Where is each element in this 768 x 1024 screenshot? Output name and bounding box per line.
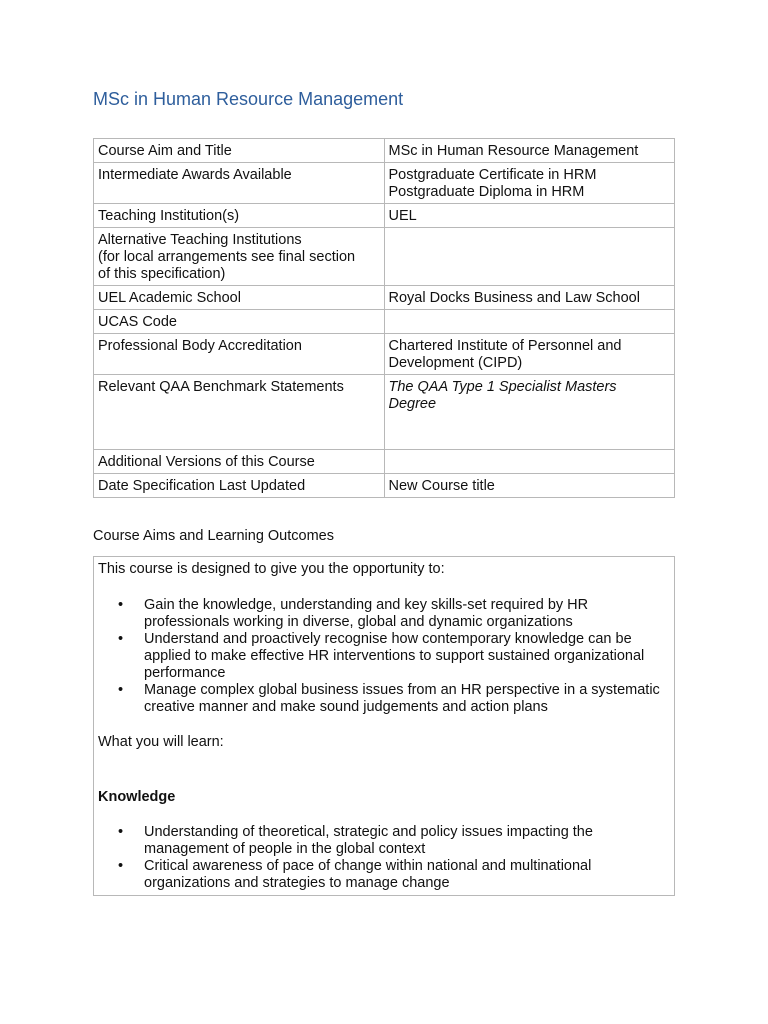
aim-text: Understand and proactively recognise how contemporary knowledge can be applied to make effective HR interventions to support sustained organizational performance [144,631,645,681]
row-value [384,310,675,334]
table-row [94,334,675,375]
list-item [98,597,670,631]
outcomes-intro: This course is designed to give you the opportunity to: [98,561,445,577]
bullet-icon: • [118,631,124,647]
table-row [94,375,675,450]
aim-text: Gain the knowledge, understanding and key skills-set required by HR professionals working in diverse, global and dynamic organizations [144,597,589,630]
bullet-icon: • [118,597,124,613]
row-value: Chartered Institute of Personnel and Development (CIPD) [384,334,675,375]
table-row [94,450,675,474]
aims-list [98,597,670,716]
row-label: Professional Body Accreditation [94,334,385,375]
row-label: Additional Versions of this Course [94,450,385,474]
list-item [98,824,670,858]
table-row [94,310,675,334]
row-value: Royal Docks Business and Law School [384,286,675,310]
row-label: Course Aim and Title [94,139,385,163]
aim-text: Manage complex global business issues from an HR perspective in a systematic creative manner and make sound judgements and action plans [144,682,660,715]
document-title: MSc in Human Resource Management [93,89,404,109]
row-label: UCAS Code [94,310,385,334]
row-label: UEL Academic School [94,286,385,310]
knowledge-list [98,824,670,892]
bullet-icon: • [118,824,124,840]
row-value [384,228,675,286]
row-label: Date Specification Last Updated [94,474,385,498]
list-item [98,631,670,682]
row-label: Alternative Teaching Institutions (for local arrangements see final section of this specification) [94,228,385,286]
row-value: Postgraduate Certificate in HRM Postgraduate Diploma in HRM [384,163,675,204]
table-row [94,474,675,498]
bullet-icon: • [118,682,124,698]
table-row [94,204,675,228]
knowledge-text: Understanding of theoretical, strategic and policy issues impacting the management of people in the global context [144,824,593,857]
outcomes-box [93,556,675,896]
row-label: Intermediate Awards Available [94,163,385,204]
row-label: Teaching Institution(s) [94,204,385,228]
table-row [94,286,675,310]
learn-label: What you will learn: [98,734,224,750]
course-spec-table [93,138,675,498]
outcomes-heading: Course Aims and Learning Outcomes [93,528,334,544]
list-item [98,682,670,716]
bullet-icon: • [118,858,124,874]
knowledge-heading: Knowledge [98,789,176,805]
table-row [94,163,675,204]
table-row [94,228,675,286]
table-row [94,139,675,163]
row-value [384,450,675,474]
row-value: UEL [384,204,675,228]
row-value: New Course title [384,474,675,498]
row-label: Relevant QAA Benchmark Statements [94,375,385,450]
list-item [98,858,670,892]
row-value: MSc in Human Resource Management [384,139,675,163]
knowledge-text: Critical awareness of pace of change within national and multinational organizations and strategies to manage change [144,858,592,891]
row-value: The QAA Type 1 Specialist Masters Degree [384,375,675,450]
